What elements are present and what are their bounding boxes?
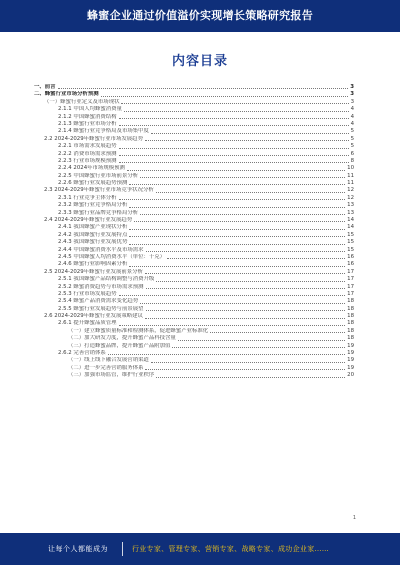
- toc-entry[interactable]: [34, 195, 354, 202]
- toc-leader-dots: [156, 377, 345, 378]
- toc-leader-dots: [129, 207, 345, 208]
- toc-leader-dots: [145, 140, 349, 141]
- toc-entry[interactable]: [34, 99, 354, 106]
- page-number: 1: [352, 515, 356, 521]
- toc-entry-page: 18: [347, 320, 354, 327]
- toc-leader-dots: [121, 103, 348, 104]
- toc-entry-page: 5: [350, 135, 354, 142]
- toc-leader-dots: [129, 229, 345, 230]
- toc-entry-label: 2.5.2 蜂蜜消费趋势与市场需求预测: [58, 283, 144, 290]
- toc-entry-page: 18: [347, 305, 354, 312]
- toc-entry-label: 二、蜂蜜行业市场分析预测: [34, 91, 99, 98]
- toc-entry-label: 2.2.6 蜂蜜行业发展趋势预测: [58, 180, 128, 187]
- toc-leader-dots: [127, 170, 345, 171]
- toc-leader-dots: [172, 347, 345, 348]
- toc-leader-dots: [156, 281, 345, 282]
- toc-entry-page: 18: [347, 327, 354, 334]
- toc-leader-dots: [167, 258, 345, 259]
- toc-entry-label: 2.2.1 市场需求发展趋势: [58, 143, 117, 150]
- toc-leader-dots: [124, 111, 349, 112]
- toc-entry[interactable]: [34, 284, 354, 291]
- toc-entry-label: 2.4.1 我国蜂蜜产业现状分析: [58, 224, 128, 231]
- toc-entry[interactable]: [34, 313, 354, 320]
- toc-entry-page: 10: [347, 165, 354, 172]
- toc-entry-label: 2.6.1 提升蜂蜜品质管理: [58, 320, 117, 327]
- toc-entry[interactable]: [34, 91, 354, 98]
- toc-entry-label: 2.2.2 消费市场需求预测: [58, 150, 117, 157]
- toc-entry-label: 2.4.4 中国蜂蜜消费水平及市场需求: [58, 246, 144, 253]
- toc-leader-dots: [129, 184, 345, 185]
- toc-leader-dots: [119, 295, 346, 296]
- toc-entry[interactable]: [34, 224, 354, 231]
- toc-leader-dots: [129, 244, 345, 245]
- toc-entry-page: 4: [350, 113, 354, 120]
- toc-entry[interactable]: [34, 143, 354, 150]
- toc-entry-page: 17: [347, 283, 354, 290]
- toc-leader-dots: [119, 162, 349, 163]
- toc-entry-label: 2.6 2024-2029年蜂蜜行业发展策略建议: [44, 313, 143, 320]
- toc-entry-label: 2.4.6 蜂蜜行业影响因素分析: [58, 261, 128, 268]
- toc-entry[interactable]: [34, 121, 354, 128]
- toc-entry[interactable]: [34, 84, 354, 91]
- toc-leader-dots: [146, 251, 346, 252]
- toc-leader-dots: [145, 273, 345, 274]
- toc-entry-page: 3: [350, 91, 354, 98]
- toc-leader-dots: [145, 318, 345, 319]
- toc-leader-dots: [146, 310, 346, 311]
- toc-entry-label: 2.3.2 蜂蜜行业竞争格局分析: [58, 202, 128, 209]
- toc-entry-label: 2.5.3 行业市场发展趋势: [58, 290, 117, 297]
- toc-entry[interactable]: [34, 114, 354, 121]
- toc-leader-dots: [156, 192, 345, 193]
- toc-entry[interactable]: [34, 187, 354, 194]
- footer-slogan-right: 行业专家、管理专家、营销专家、战略专家、成功企业家……: [132, 545, 330, 553]
- toc-entry[interactable]: [34, 151, 354, 158]
- toc-entry-label: 2.5.1 我国蜂蜜产品结构调整与消费升级: [58, 276, 155, 283]
- toc-entry-label: 2.1.1 中国人均蜂蜜消费量: [58, 106, 122, 113]
- toc-leader-dots: [151, 133, 349, 134]
- toc-entry-page: 18: [347, 313, 354, 320]
- toc-leader-dots: [151, 362, 345, 363]
- toc-entry[interactable]: [34, 261, 354, 268]
- toc-entry-label: 2.2.5 中国蜂蜜行业市场前景分析: [58, 172, 139, 179]
- toc-entry-label: 2.6.2 完善营销体系: [58, 350, 106, 357]
- toc-entry-label: 2.5.4 蜂蜜产品消费需求变化趋势: [58, 298, 139, 305]
- toc-entry-label: 2.5 2024-2029年蜂蜜行业发展前景分析: [44, 268, 143, 275]
- toc-leader-dots: [129, 236, 345, 237]
- toc-leader-dots: [129, 266, 345, 267]
- toc-entry[interactable]: [34, 106, 354, 113]
- toc-entry-page: 14: [347, 217, 354, 224]
- toc-entry[interactable]: [34, 291, 354, 298]
- toc-entry-label: 2.2 2024-2029年蜂蜜行业市场发展趋势: [44, 135, 143, 142]
- toc-leader-dots: [119, 118, 349, 119]
- toc-entry-label: 2.1.2 中国蜂蜜消费结构: [58, 113, 117, 120]
- toc-entry-page: 11: [347, 180, 354, 187]
- toc-leader-dots: [134, 221, 345, 222]
- toc-leader-dots: [119, 325, 346, 326]
- toc-leader-dots: [140, 177, 345, 178]
- toc-leader-dots: [178, 340, 345, 341]
- toc-entry[interactable]: [34, 165, 354, 172]
- toc-entry[interactable]: [34, 202, 354, 209]
- toc-entry-label: 2.3.1 行业竞争主体分析: [58, 194, 117, 201]
- toc-entry-page: 17: [347, 268, 354, 275]
- toc-entry-page: 17: [347, 276, 354, 283]
- toc-entry-page: 12: [347, 194, 354, 201]
- toc-entry-label: 2.4.5 中国蜂蜜人均消费水平（单位：千克）: [58, 253, 166, 260]
- toc-entry-page: 15: [347, 239, 354, 246]
- toc-entry-label: 一、前言: [34, 83, 56, 90]
- toc-entry[interactable]: [34, 173, 354, 180]
- toc-entry-page: 12: [347, 187, 354, 194]
- toc-entry-page: 18: [347, 335, 354, 342]
- toc-leader-dots: [119, 199, 346, 200]
- toc-entry-label: 2.4.3 我国蜂蜜行业发展优势: [58, 239, 128, 246]
- toc-entry-page: 3: [350, 83, 354, 90]
- toc-entry-label: （一）线上线下融合发展营销渠道: [68, 357, 149, 364]
- toc-entry-label: （一）建立蜂蜜质量标准和检测体系，促进蜂蜜产业标准化: [68, 327, 209, 334]
- toc-entry-label: （二）进一步完善营销服务体系: [68, 364, 144, 371]
- toc-entry-label: 2.2.4 2024年市场规模预测: [58, 165, 125, 172]
- toc-leader-dots: [119, 148, 349, 149]
- toc-entry-page: 15: [347, 246, 354, 253]
- toc-entry-label: 2.4.2 我国蜂蜜行业发展特点: [58, 231, 128, 238]
- toc-entry-label: 2.1.4 蜂蜜行业竞争格局及市场集中度: [58, 128, 149, 135]
- toc-entry-page: 4: [350, 120, 354, 127]
- toc-leader-dots: [145, 369, 345, 370]
- toc-leader-dots: [58, 88, 349, 89]
- toc-entry-label: 2.4 2024-2029年蜂蜜行业发展趋势: [44, 217, 133, 224]
- toc-entry[interactable]: [34, 269, 354, 276]
- toc-entry[interactable]: [34, 210, 354, 217]
- toc-leader-dots: [101, 96, 349, 97]
- toc-entry[interactable]: [34, 306, 354, 313]
- toc-leader-dots: [140, 214, 345, 215]
- toc-entry-page: 8: [350, 157, 354, 164]
- toc-entry[interactable]: [34, 254, 354, 261]
- toc-entry-label: 2.2.3 行业市场规模预测: [58, 157, 117, 164]
- toc-leader-dots: [210, 332, 345, 333]
- toc-entry-page: 19: [347, 364, 354, 371]
- toc-entry-label: （二）加大研发力度，提升蜂蜜产品科技含量: [68, 335, 176, 342]
- toc-entry-page: 4: [350, 106, 354, 113]
- toc-entry-label: 2.5.5 蜂蜜行业发展趋势与前景展望: [58, 305, 144, 312]
- toc-entry-page: 5: [350, 143, 354, 150]
- toc-entry-page: 14: [347, 224, 354, 231]
- toc-entry[interactable]: [34, 335, 354, 342]
- toc-entry[interactable]: [34, 158, 354, 165]
- toc-entry-label: 2.3.3 蜂蜜行业品牌竞争格局分析: [58, 209, 139, 216]
- toc-entry[interactable]: [34, 365, 354, 372]
- toc-entry-page: 19: [347, 357, 354, 364]
- toc-entry-page: 19: [347, 350, 354, 357]
- toc-entry[interactable]: [34, 180, 354, 187]
- toc-leader-dots: [108, 354, 345, 355]
- toc-entry-page: 15: [347, 231, 354, 238]
- toc-entry[interactable]: [34, 247, 354, 254]
- toc-entry-page: 13: [347, 202, 354, 209]
- toc-entry[interactable]: [34, 298, 354, 305]
- toc-entry-page: 16: [347, 253, 354, 260]
- toc-entry[interactable]: [34, 328, 354, 335]
- toc-entry[interactable]: [34, 136, 354, 143]
- toc-entry-label: （三）加强市场监管，维护行业秩序: [68, 372, 155, 379]
- toc-entry-label: 2.1.3 蜂蜜行业市场分析: [58, 120, 117, 127]
- toc-entry[interactable]: [34, 276, 354, 283]
- toc-entry[interactable]: [34, 357, 354, 364]
- toc-leader-dots: [119, 155, 349, 156]
- toc-entry-page: 3: [350, 98, 354, 105]
- footer-divider: [122, 542, 123, 556]
- toc-entry-page: 17: [347, 290, 354, 297]
- toc-entry[interactable]: [34, 372, 354, 379]
- toc-entry-page: 6: [350, 150, 354, 157]
- header-title: 蜂蜜企业通过价值溢价实现增长策略研究报告: [87, 9, 313, 22]
- toc-entry[interactable]: [34, 239, 354, 246]
- toc-leader-dots: [146, 288, 346, 289]
- toc-entry-page: 11: [347, 172, 354, 179]
- toc-entry-page: 20: [347, 372, 354, 379]
- page-header: [0, 0, 400, 32]
- toc-entry-label: 2.3 2024-2029年蜂蜜行业市场竞争状况分析: [44, 187, 154, 194]
- toc-entry-page: 16: [347, 261, 354, 268]
- toc-entry-label: （三）打造蜂蜜品牌，提升蜂蜜产品附加值: [68, 342, 171, 349]
- footer-slogan-left: 让每个人都能成为: [48, 545, 108, 553]
- toc-entry-label: （一）蜂蜜行业定义及市场现状: [44, 98, 120, 105]
- toc-entry[interactable]: [34, 232, 354, 239]
- toc-entry-page: 19: [347, 342, 354, 349]
- page-footer: [0, 533, 400, 565]
- toc-entry[interactable]: [34, 217, 354, 224]
- toc-entry-page: 5: [350, 128, 354, 135]
- toc-entry[interactable]: [34, 128, 354, 135]
- toc-entry-page: 18: [347, 298, 354, 305]
- toc-leader-dots: [119, 125, 349, 126]
- toc-entry[interactable]: [34, 343, 354, 350]
- toc-entry[interactable]: [34, 321, 354, 328]
- toc-leader-dots: [140, 303, 345, 304]
- toc-entry[interactable]: [34, 350, 354, 357]
- toc-title: 内容目录: [171, 54, 228, 69]
- toc-entry-page: 13: [347, 209, 354, 216]
- table-of-contents: [34, 84, 354, 380]
